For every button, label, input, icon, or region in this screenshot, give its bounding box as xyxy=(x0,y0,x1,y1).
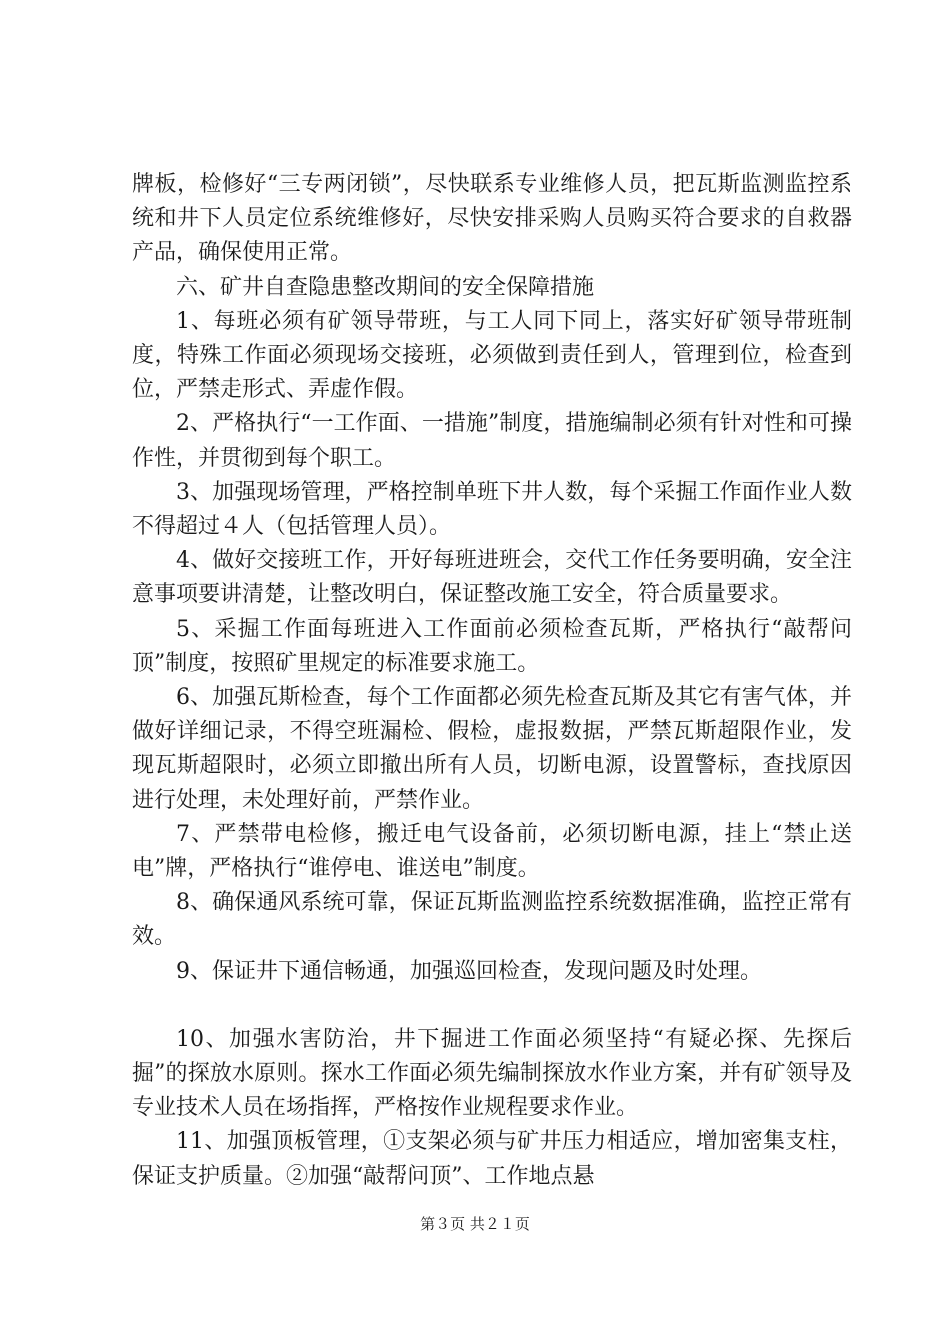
paragraph-spacer xyxy=(132,989,852,1023)
paragraph-continuation: 牌板，检修好“三专两闭锁”，尽快联系专业维修人员，把瓦斯监测监控系统和井下人员定位系统维修好，尽快安排采购人员购买符合要求的自救器产品，确保使用正常。 xyxy=(132,172,852,266)
list-item: 5、采掘工作面每班进入工作面前必须检查瓦斯，严格执行“敲帮问顶”制度，按照矿里规定的标准要求施工。 xyxy=(132,616,852,676)
list-item: 9、保证井下通信畅通，加强巡回检查，发现问题及时处理。 xyxy=(176,958,762,984)
page-number-footer: 第３页 共２１页 xyxy=(420,1215,530,1233)
list-item: 3、加强现场管理，严格控制单班下井人数，每个采掘工作面作业人数不得超过４人（包括管理人员）。 xyxy=(132,479,852,540)
list-item: 6、加强瓦斯检查，每个工作面都必须先检查瓦斯及其它有害气体，并做好详细记录，不得空班漏检、假检，虚报数据，严禁瓦斯超限作业，发现瓦斯超限时，必须立即撤出所有人员，切断电源，设置警标，查找原因进行处理，未处理好前，严禁作业。 xyxy=(132,685,852,813)
list-item: 2、严格执行“一工作面、一措施”制度，措施编制必须有针对性和可操作性，并贯彻到每个职工。 xyxy=(132,411,852,471)
section-heading: 六、矿井自查隐患整改期间的安全保障措施 xyxy=(176,274,595,300)
list-item: 4、做好交接班工作，开好每班进班会，交代工作任务要明确，安全注意事项要讲清楚，让整改明白，保证整改施工安全，符合质量要求。 xyxy=(132,548,852,608)
list-item: 10、加强水害防治，井下掘进工作面必须坚持“有疑必探、先探后掘”的探放水原则。探水工作面必须先编制探放水作业方案，并有矿领导及专业技术人员在场指挥，严格按作业规程要求作业。 xyxy=(132,1026,852,1121)
list-item: 1、每班必须有矿领导带班，与工人同下同上，落实好矿领导带班制度，特殊工作面必须现场交接班，必须做到责任到人，管理到位，检查到位，严禁走形式、弄虚作假。 xyxy=(132,308,852,403)
list-item: 8、确保通风系统可靠，保证瓦斯监测监控系统数据准确，监控正常有效。 xyxy=(132,890,852,950)
document-body xyxy=(132,168,852,1194)
list-item: 7、严禁带电检修，搬迁电气设备前，必须切断电源，挂上“禁止送电”牌，严格执行“谁停电、谁送电”制度。 xyxy=(132,821,852,882)
list-item: 11、加强顶板管理，①支架必须与矿井压力相适应，增加密集支柱，保证支护质量。②加强“敲帮问顶”、工作地点悬 xyxy=(132,1129,852,1189)
